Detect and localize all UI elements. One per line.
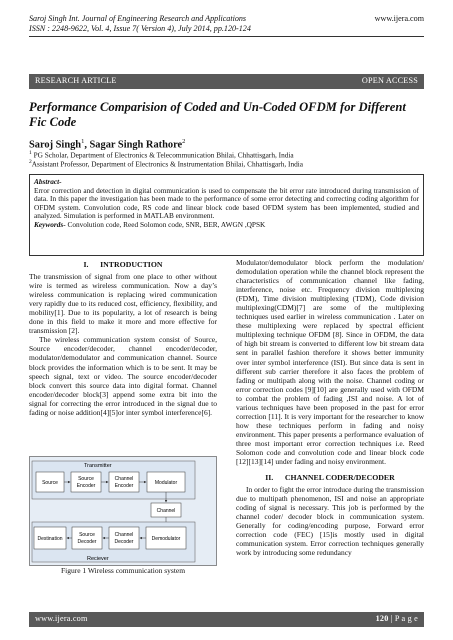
channel-label: Channel (156, 508, 176, 514)
page-number-value: 120 (375, 614, 389, 623)
left-column (29, 258, 217, 417)
author-affil-marker: 2 (182, 138, 186, 145)
affil-marker: 1 (29, 150, 32, 156)
journal-header (29, 14, 329, 34)
abstract-box (29, 174, 424, 256)
author-separator: , (84, 139, 90, 151)
right-paragraph-2: In order to fight the error introduce during the transmission due to multipath phenomenon, ISI and noise an appropriate coding of signal is necessary. This job is performed by the channel coder/ decoder block in communication system. Generally for coding/encoding purpose, Forward error correction code (FEC) [15]is mostly used in digital communication system. Error correction techniques generally work by introducing some redundancy (236, 485, 424, 558)
abstract-text: Error correction and detection in digital communication is used to compensate the bit error rate introduced during transmission of data. In this paper the investigation has been made to the performance of some error detecting and correcting coding algorithm for OFDM system. Convolution code, RS code and linear block code based OFDM system has been implemented, studied and analyzed. Simulation is performed in MATLAB environment. (34, 185, 419, 221)
source-encoder-label-2: Encoder (76, 483, 96, 489)
channel-decoder-block (109, 527, 139, 549)
modulator-label: Modulator (154, 480, 178, 486)
keywords-text: Convolution code, Reed Solomon code, SNR, BER, AWGN ,QPSK (65, 219, 266, 229)
footer-website-link[interactable]: www.ijera.com (35, 614, 88, 623)
paper-title: Performance Comparision of Coded and Un-Coded OFDM for Different Fic Code (29, 100, 406, 129)
source-decoder-block (72, 527, 102, 549)
research-article-label: RESEARCH ARTICLE (35, 76, 117, 85)
figure-caption: Figure 1 Wireless communication system (60, 566, 186, 575)
author-affil-marker: 1 (81, 138, 85, 145)
open-access-label: OPEN ACCESS (361, 76, 418, 85)
section-heading-channel-coder: II. CHANNEL CODER/DECODER (265, 473, 395, 483)
intro-paragraph-1: The transmission of signal from one place to other without wire is termed as wireless communication. Now a day’s wireless communication is replacing wired communication very rapidly due to its reduced cost, efficiency, flexibility, and mobility[1]. Due to its popularity, a lot of research is being done in this field to make it more and more effective for transmission [2]. (29, 272, 217, 336)
section-heading-introduction: I. INTRODUCTION (83, 260, 163, 269)
source-decoder-label-2: Decoder (77, 539, 97, 545)
journal-issn-line: ISSN : 2248-9622, Vol. 4, Issue 7( Version 4), July 2014, pp.120-124 (29, 24, 251, 33)
channel-decoder-label-2: Decoder (114, 539, 134, 545)
affil-text: PG Scholar, Department of Electronics & Telecommunication Bhilai, Chhattisgarh, India (31, 150, 294, 160)
source-encoder-label-1: Source (78, 476, 94, 482)
right-column (236, 258, 424, 558)
source-decoder-label-1: Source (79, 532, 95, 538)
journal-website-link[interactable]: www.ijera.com (374, 14, 424, 23)
demodulator-label: Demodulator (151, 536, 181, 542)
source-label: Source (42, 480, 58, 486)
channel-encoder-block (109, 472, 139, 492)
keywords-line (34, 221, 419, 230)
intro-paragraph-2: The wireless communication system consist of Source, Source encoder/decoder, channel encoder/decoder, modulator/demodulator and communication channel. Source block provides the information which is to be sent. It may be speech signal, text or video. The source encoder/decoder block convert this source data into digital format. Channel encoder/decoder block[3] append some extra bit into the signal for correcting the error introduced in the signal due to fading or noise addition[4][5]or inter symbol interference[6]. (29, 335, 217, 417)
author-name: Saroj Singh (29, 139, 82, 151)
channel-encoder-label-1: Channel (114, 476, 134, 482)
page-separator: | (388, 614, 395, 623)
affiliation-2 (29, 158, 303, 168)
right-paragraph-1: Modulator/demodulator block perform the modulation/ demodulation operation while the channel block represent the characteristics of communication channel like fading, interference, noise etc. Frequency division multiplexing (FDM), Time division multiplexing (TDM), Code division multiplexing(CDM)[7] are some of the multiplexing techniques used earlier in wireless communication . Later on these multiplexing were replaced by spectral efficient multiplexing technique OFDM [8]. Since in OFDM, the data of high bit stream is converted to different low bit stream data sent in parallel fashion therefore it shows better immunity over inter symbol interference (ISI). But since data is sent in different sub carrier therefore it also faces the problem of fading or multipath along with the noise. Channel coding or error correction codes [9][10] are generally used with OFDM to combat the problem of fading ,ISI and noise. A lot of various techniques have been proposed in the past for error correction [11]. It is very important for the researcher to know how these techniques perform in fading and noisy environment. This paper presents a performance evaluation of three most important error correction techniques i.e. Reed Solomon code and convolution code and linear block code [12][13][14] under fading and noisy environment. (236, 258, 424, 467)
footer-bar (29, 612, 424, 627)
page-number (376, 614, 418, 623)
wireless-system-diagram (29, 456, 217, 566)
header-divider (29, 36, 424, 37)
affil-text: Assistant Professor, Department of Electronics & Instrumentation Bhilai, Chhattisgarh, India (31, 159, 304, 169)
receiver-label: Reciever (87, 556, 109, 562)
keywords-label: Keywords- (34, 219, 66, 229)
source-encoder-block (71, 472, 101, 492)
transmitter-label: Transmitter (84, 463, 112, 469)
channel-encoder-label-2: Encoder (114, 483, 134, 489)
journal-citation-line: Saroj Singh Int. Journal of Engineering Research and Applications (29, 14, 247, 23)
abstract-label: Abstract- (34, 177, 62, 186)
affil-marker: 2 (29, 159, 32, 165)
page-word: P a g e (394, 614, 418, 623)
destination-label: Destination (37, 536, 63, 542)
article-type-bar (29, 74, 424, 89)
author-name: Sagar Singh Rathore (89, 139, 183, 151)
channel-decoder-label-1: Channel (114, 532, 134, 538)
